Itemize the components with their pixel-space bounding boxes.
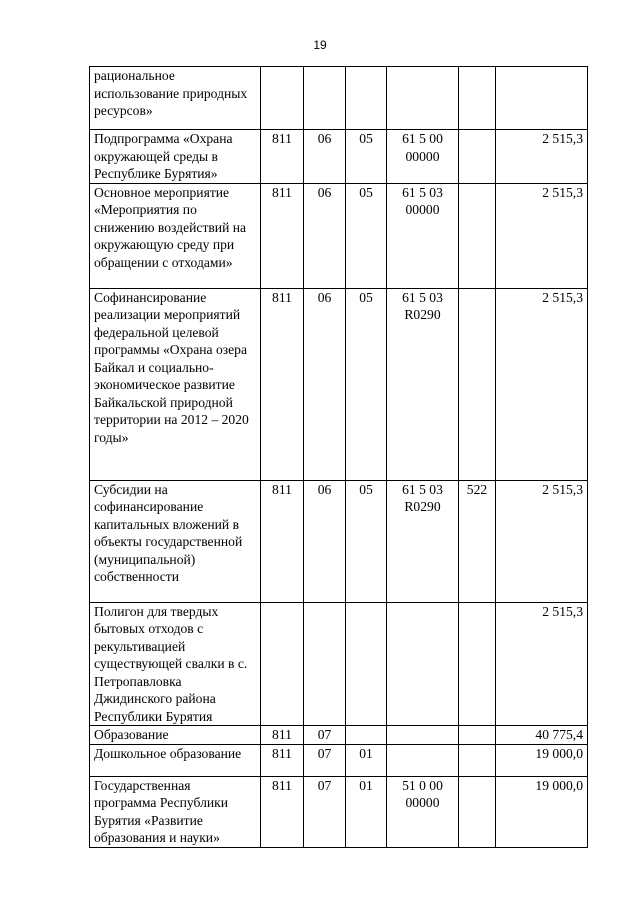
amount-value: 2 515,3 [496,288,588,480]
budget-item-name: Дошкольное образование [90,744,261,776]
section-code: 06 [304,130,346,184]
subsection-code: 05 [346,480,387,602]
budget-item-name: Субсидии на софинансирование капитальных вложений в объекты государственной (муниципальной) собственности [90,480,261,602]
table-row [90,744,588,776]
budget-item-name: Софинансирование реализации мероприятий федеральной целевой программы «Охрана озера Байкал и социально-экономическое развитие Байкальской природной территории на 2012 – 2020 годы» [90,288,261,480]
table-row [90,183,588,288]
amount-value: 2 515,3 [496,130,588,184]
ministry-code: 811 [261,776,304,847]
target-article-code: 61 5 03 00000 [387,183,459,288]
amount-value: 2 515,3 [496,602,588,726]
table-row [90,726,588,745]
subsection-code [346,602,387,726]
ministry-code: 811 [261,744,304,776]
budget-table [89,66,588,848]
expense-type-code [459,776,496,847]
budget-item-name: рациональное использование природных ресурсов» [90,67,261,130]
subsection-code [346,726,387,745]
expense-type-code [459,288,496,480]
page-number: 19 [313,38,327,52]
table-row [90,67,588,130]
table-row [90,288,588,480]
amount-value [496,67,588,130]
expense-type-code [459,744,496,776]
amount-value: 2 515,3 [496,183,588,288]
section-code: 07 [304,776,346,847]
target-article-code [387,744,459,776]
budget-item-name: Полигон для твердых бытовых отходов с рекультивацией существующей свалки в с. Петропавловка Джидинского района Республики Бурятия [90,602,261,726]
amount-value: 2 515,3 [496,480,588,602]
expense-type-code [459,67,496,130]
section-code: 06 [304,183,346,288]
expense-type-code: 522 [459,480,496,602]
ministry-code: 811 [261,480,304,602]
ministry-code: 811 [261,288,304,480]
target-article-code [387,602,459,726]
target-article-code [387,726,459,745]
table-row [90,602,588,726]
section-code [304,67,346,130]
amount-value: 40 775,4 [496,726,588,745]
target-article-code: 61 5 03 R0290 [387,480,459,602]
table-row [90,776,588,847]
section-code: 07 [304,726,346,745]
subsection-code: 05 [346,130,387,184]
budget-item-name: Подпрограмма «Охрана окружающей среды в Республике Бурятия» [90,130,261,184]
target-article-code: 51 0 00 00000 [387,776,459,847]
ministry-code: 811 [261,726,304,745]
amount-value: 19 000,0 [496,744,588,776]
subsection-code: 05 [346,288,387,480]
amount-value: 19 000,0 [496,776,588,847]
budget-item-name: Государственная программа Республики Бурятия «Развитие образования и науки» [90,776,261,847]
expense-type-code [459,130,496,184]
target-article-code [387,67,459,130]
subsection-code [346,67,387,130]
section-code: 06 [304,288,346,480]
section-code: 06 [304,480,346,602]
subsection-code: 01 [346,744,387,776]
ministry-code: 811 [261,130,304,184]
budget-item-name: Основное мероприятие «Мероприятия по снижению воздействий на окружающую среду при обращении с отходами» [90,183,261,288]
subsection-code: 01 [346,776,387,847]
ministry-code [261,602,304,726]
table-row [90,130,588,184]
section-code: 07 [304,744,346,776]
expense-type-code [459,726,496,745]
target-article-code: 61 5 00 00000 [387,130,459,184]
expense-type-code [459,602,496,726]
target-article-code: 61 5 03 R0290 [387,288,459,480]
subsection-code: 05 [346,183,387,288]
ministry-code: 811 [261,183,304,288]
table-row [90,480,588,602]
expense-type-code [459,183,496,288]
table-body [90,67,588,848]
section-code [304,602,346,726]
ministry-code [261,67,304,130]
budget-item-name: Образование [90,726,261,745]
